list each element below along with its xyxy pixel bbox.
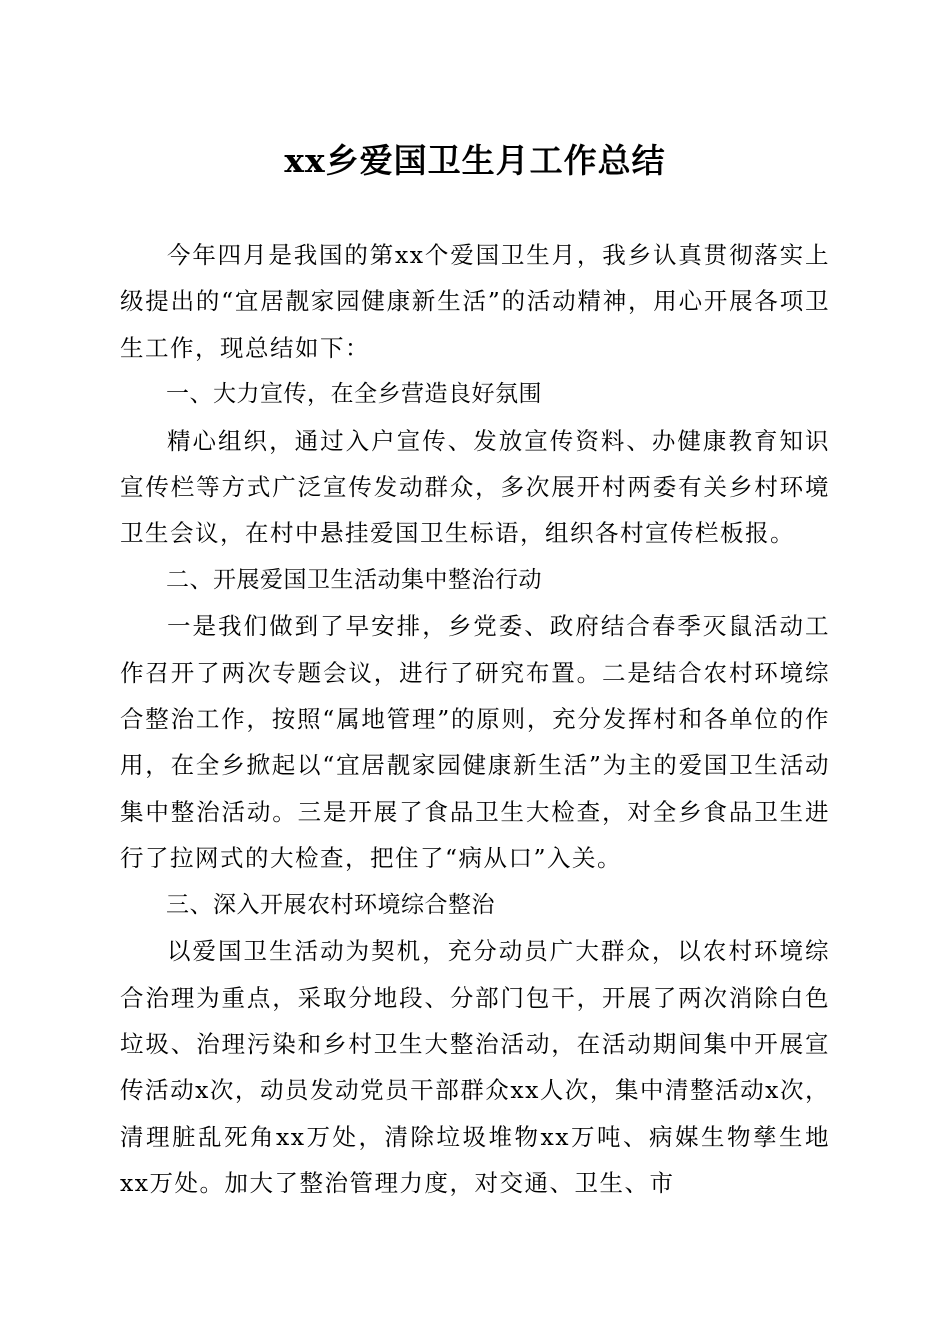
intro-paragraph: 今年四月是我国的第xx个爱国卫生月，我乡认真贯彻落实上级提出的“宜居靓家园健康新生活”的活动精神，用心开展各项卫生工作，现总结如下：	[120, 241, 830, 362]
section-3-heading: 三、深入开展农村环境综合整治	[166, 891, 495, 918]
section-2-heading: 二、开展爱国卫生活动集中整治行动	[166, 566, 542, 593]
section-2-paragraph: 一是我们做到了早安排，乡党委、政府结合春季灭鼠活动工作召开了两次专题会议，进行了研究布置。二是结合农村环境综合整治工作，按照“属地管理”的原则，充分发挥村和各单位的作用，在全乡掀起以“宜居靓家园健康新生活”为主的爱国卫生活动集中整治活动。三是开展了食品卫生大检查，对全乡食品卫生进行了拉网式的大检查，把住了“病从口”入关。	[120, 612, 830, 873]
section-1-paragraph: 精心组织，通过入户宣传、发放宣传资料、办健康教育知识宣传栏等方式广泛宣传发动群众，多次展开村两委有关乡村环境卫生会议，在村中悬挂爱国卫生标语，组织各村宣传栏板报。	[120, 426, 830, 548]
section-1-heading: 一、大力宣传，在全乡营造良好氛围	[166, 381, 542, 408]
section-3-paragraph: 以爱国卫生活动为契机，充分动员广大群众，以农村环境综合治理为重点，采取分地段、分部门包干，开展了两次消除白色垃圾、治理污染和乡村卫生大整治活动，在活动期间集中开展宣传活动x次，动员发动党员干部群众xx人次，集中清整活动x次，清理脏乱死角xx万处，清除垃圾堆物xx万吨、病媒生物孳生地xx万处。加大了整治管理力度，对交通、卫生、市	[120, 937, 830, 1198]
document-title: xx乡爱国卫生月工作总结	[284, 141, 666, 180]
document-body	[120, 232, 830, 1207]
